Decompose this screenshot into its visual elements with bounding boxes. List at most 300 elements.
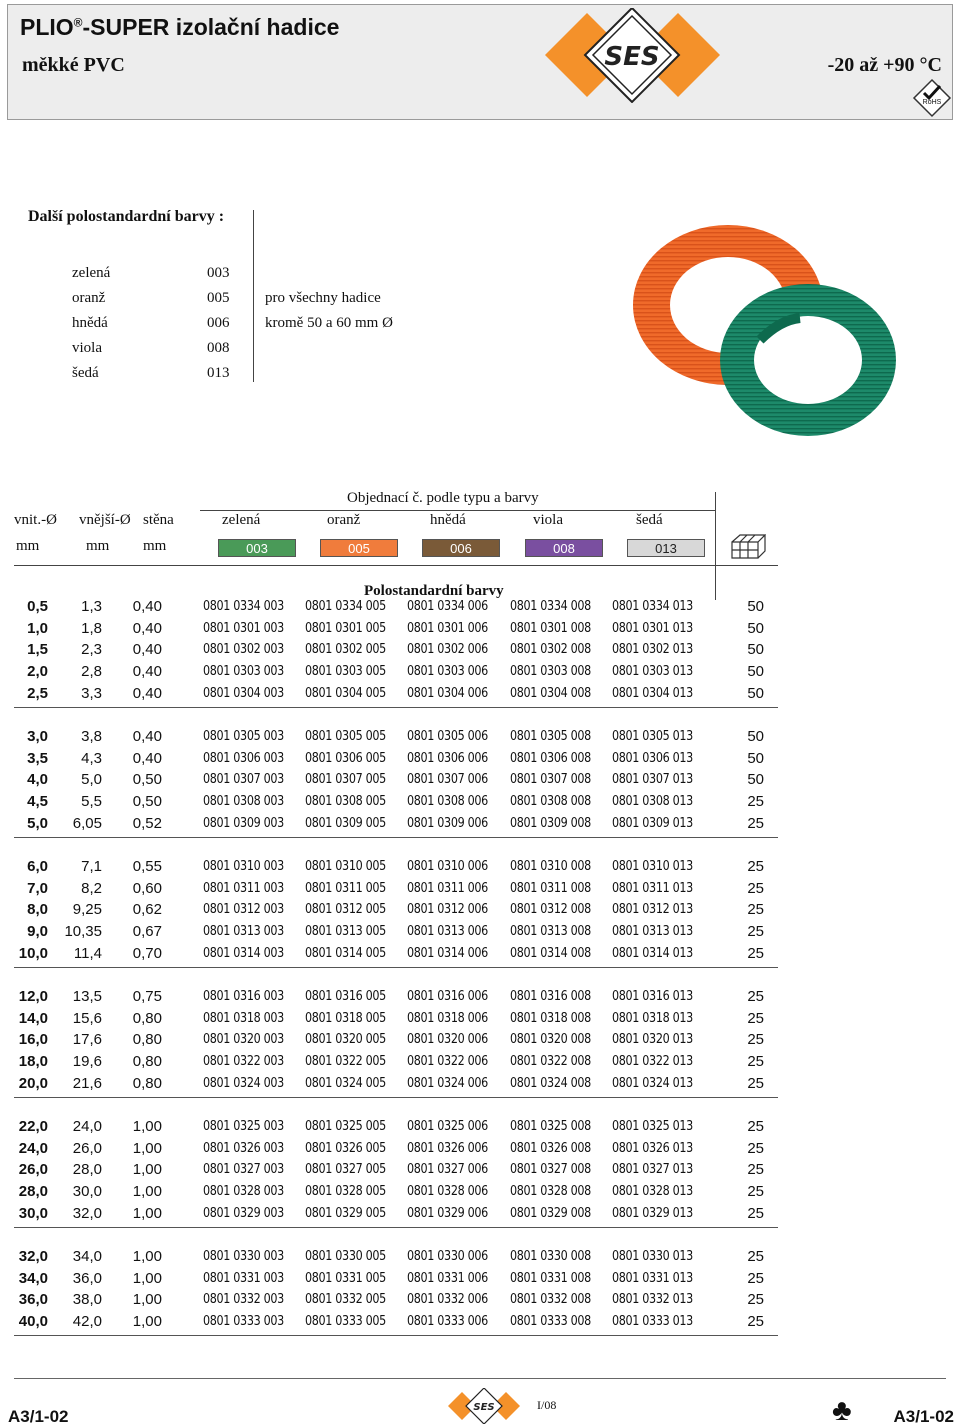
color-name: hnědá — [72, 315, 108, 331]
order-code-006: 0801 0307 006 — [407, 772, 488, 788]
outer-diameter: 8,2 — [81, 879, 102, 897]
order-code-003: 0801 0308 003 — [203, 794, 284, 810]
package-quantity: 25 — [747, 1291, 764, 1309]
inner-diameter: 34,0 — [18, 1269, 48, 1287]
inner-diameter: 1,5 — [27, 641, 48, 659]
divider — [715, 492, 716, 566]
order-code-013: 0801 0332 013 — [612, 1292, 693, 1308]
order-code-013: 0801 0306 013 — [612, 750, 693, 766]
table-row — [0, 988, 960, 1009]
table-row — [0, 945, 960, 966]
outer-diameter: 5,5 — [81, 793, 102, 811]
table-row — [0, 685, 960, 706]
divider — [14, 565, 778, 566]
order-code-006: 0801 0309 006 — [407, 815, 488, 831]
order-code-013: 0801 0333 013 — [612, 1314, 693, 1330]
color-code: 008 — [207, 340, 230, 356]
order-code-003: 0801 0305 003 — [203, 729, 284, 744]
inner-diameter: 32,0 — [18, 1248, 48, 1265]
order-code-003: 0801 0316 003 — [203, 989, 284, 1004]
order-code-003: 0801 0311 003 — [203, 880, 284, 896]
order-code-005: 0801 0329 005 — [305, 1205, 386, 1221]
order-code-013: 0801 0307 013 — [612, 772, 693, 788]
inner-diameter: 22,0 — [18, 1118, 48, 1135]
order-code-005: 0801 0322 005 — [305, 1054, 386, 1070]
color-swatch-003: 003 — [218, 539, 296, 557]
order-code-005: 0801 0306 005 — [305, 750, 386, 766]
order-code-006: 0801 0318 006 — [407, 1010, 488, 1026]
order-code-008: 0801 0333 008 — [510, 1314, 591, 1330]
wall-thickness: 1,00 — [132, 1139, 162, 1157]
order-code-006: 0801 0312 006 — [407, 902, 488, 918]
color-swatch-005: 005 — [320, 539, 398, 557]
order-code-013: 0801 0305 013 — [612, 729, 693, 744]
order-code-003: 0801 0312 003 — [203, 902, 284, 918]
table-row — [0, 1010, 960, 1031]
outer-diameter: 21,6 — [72, 1074, 102, 1092]
order-code-003: 0801 0331 003 — [203, 1270, 284, 1286]
table-row — [0, 1053, 960, 1074]
order-code-005: 0801 0326 005 — [305, 1140, 386, 1156]
order-code-006: 0801 0329 006 — [407, 1205, 488, 1221]
svg-text:SES: SES — [604, 42, 660, 72]
wall-thickness: 0,80 — [132, 1009, 162, 1027]
inner-diameter: 28,0 — [18, 1183, 48, 1201]
column-header-inner-diameter: vnit.-Ø — [14, 512, 57, 528]
order-code-006: 0801 0322 006 — [407, 1054, 488, 1070]
package-quantity: 25 — [747, 1009, 764, 1027]
order-code-008: 0801 0322 008 — [510, 1054, 591, 1070]
order-code-006: 0801 0327 006 — [407, 1162, 488, 1178]
wall-thickness: 0,80 — [132, 1031, 162, 1049]
table-row — [0, 728, 960, 749]
order-code-008: 0801 0320 008 — [510, 1032, 591, 1048]
inner-diameter: 18,0 — [18, 1053, 48, 1071]
club-icon: ♣ — [832, 1394, 852, 1427]
color-swatch-008: 008 — [525, 539, 603, 557]
table-row — [0, 880, 960, 901]
wall-thickness: 0,50 — [132, 771, 162, 789]
color-code: 003 — [207, 265, 230, 281]
order-code-003: 0801 0333 003 — [203, 1314, 284, 1330]
order-code-008: 0801 0316 008 — [510, 989, 591, 1004]
package-quantity: 25 — [747, 988, 764, 1005]
package-quantity: 25 — [747, 1248, 764, 1265]
order-code-003: 0801 0309 003 — [203, 815, 284, 831]
package-quantity: 25 — [747, 1183, 764, 1201]
order-code-013: 0801 0322 013 — [612, 1054, 693, 1070]
package-box-icon — [730, 532, 766, 560]
inner-diameter: 10,0 — [18, 944, 48, 962]
inner-diameter: 30,0 — [18, 1204, 48, 1222]
divider — [715, 566, 716, 600]
inner-diameter: 5,0 — [27, 814, 48, 832]
table-row — [0, 598, 960, 619]
order-code-008: 0801 0308 008 — [510, 794, 591, 810]
column-header-outer-diameter: vnější-Ø — [79, 512, 131, 528]
order-code-008: 0801 0302 008 — [510, 642, 591, 658]
order-code-005: 0801 0307 005 — [305, 772, 386, 788]
order-code-013: 0801 0313 013 — [612, 924, 693, 940]
inner-diameter: 24,0 — [18, 1139, 48, 1157]
order-code-013: 0801 0310 013 — [612, 859, 693, 874]
color-name: oranž — [72, 290, 106, 306]
inner-diameter: 40,0 — [18, 1313, 48, 1331]
wall-thickness: 1,00 — [132, 1291, 162, 1309]
outer-diameter: 3,3 — [81, 684, 102, 702]
order-code-008: 0801 0303 008 — [510, 664, 591, 680]
table-row — [0, 1270, 960, 1291]
wall-thickness: 1,00 — [132, 1269, 162, 1287]
order-code-005: 0801 0331 005 — [305, 1270, 386, 1286]
order-code-005: 0801 0305 005 — [305, 729, 386, 744]
wall-thickness: 0,40 — [132, 598, 162, 615]
table-row — [0, 815, 960, 836]
wall-thickness: 1,00 — [132, 1204, 162, 1222]
temperature-range: -20 až +90 °C — [827, 54, 942, 76]
order-code-006: 0801 0301 006 — [407, 620, 488, 636]
inner-diameter: 9,0 — [27, 923, 48, 941]
outer-diameter: 1,8 — [81, 619, 102, 637]
note-line: pro všechny hadice — [265, 290, 381, 306]
order-code-013: 0801 0331 013 — [612, 1270, 693, 1286]
column-header-013: šedá — [636, 512, 663, 528]
order-code-003: 0801 0334 003 — [203, 599, 284, 614]
outer-diameter: 6,05 — [72, 814, 102, 832]
inner-diameter: 2,0 — [27, 663, 48, 681]
wall-thickness: 0,50 — [132, 793, 162, 811]
order-code-013: 0801 0308 013 — [612, 794, 693, 810]
column-header-wall: stěna — [143, 512, 174, 528]
order-code-006: 0801 0314 006 — [407, 945, 488, 961]
table-row — [0, 641, 960, 662]
color-code: 006 — [207, 315, 230, 331]
color-name: šedá — [72, 365, 99, 381]
order-code-008: 0801 0306 008 — [510, 750, 591, 766]
order-code-008: 0801 0309 008 — [510, 815, 591, 831]
extra-colors-title: Další polostandardní barvy : — [28, 208, 225, 225]
order-code-005: 0801 0328 005 — [305, 1184, 386, 1200]
order-code-005: 0801 0325 005 — [305, 1119, 386, 1134]
outer-diameter: 4,3 — [81, 749, 102, 767]
inner-diameter: 0,5 — [27, 598, 48, 615]
order-code-008: 0801 0301 008 — [510, 620, 591, 636]
order-code-006: 0801 0302 006 — [407, 642, 488, 658]
order-code-013: 0801 0302 013 — [612, 642, 693, 658]
order-code-005: 0801 0313 005 — [305, 924, 386, 940]
order-code-013: 0801 0334 013 — [612, 599, 693, 614]
inner-diameter: 8,0 — [27, 901, 48, 919]
wall-thickness: 1,00 — [132, 1183, 162, 1201]
package-quantity: 50 — [747, 684, 764, 702]
order-code-013: 0801 0324 013 — [612, 1075, 693, 1091]
outer-diameter: 13,5 — [72, 988, 102, 1005]
order-code-006: 0801 0306 006 — [407, 750, 488, 766]
order-code-005: 0801 0334 005 — [305, 599, 386, 614]
package-quantity: 25 — [747, 1204, 764, 1222]
order-code-005: 0801 0332 005 — [305, 1292, 386, 1308]
wall-thickness: 0,40 — [132, 728, 162, 745]
order-code-003: 0801 0302 003 — [203, 642, 284, 658]
order-code-008: 0801 0325 008 — [510, 1119, 591, 1134]
page-title: PLIO®-SUPER izolační hadice — [20, 14, 340, 40]
order-code-008: 0801 0327 008 — [510, 1162, 591, 1178]
color-name: zelená — [72, 265, 111, 281]
table-row — [0, 793, 960, 814]
order-code-013: 0801 0316 013 — [612, 989, 693, 1004]
inner-diameter: 6,0 — [27, 858, 48, 875]
table-row — [0, 1118, 960, 1139]
order-code-006: 0801 0313 006 — [407, 924, 488, 940]
wall-thickness: 1,00 — [132, 1161, 162, 1179]
package-quantity: 25 — [747, 1313, 764, 1331]
svg-text:RoHS: RoHS — [922, 99, 942, 106]
order-numbers-heading: Objednací č. podle typu a barvy — [347, 490, 539, 506]
order-code-006: 0801 0332 006 — [407, 1292, 488, 1308]
order-code-006: 0801 0310 006 — [407, 859, 488, 874]
package-quantity: 25 — [747, 1053, 764, 1071]
package-quantity: 50 — [747, 663, 764, 681]
inner-diameter: 14,0 — [18, 1009, 48, 1027]
order-code-005: 0801 0324 005 — [305, 1075, 386, 1091]
package-quantity: 25 — [747, 1118, 764, 1135]
table-row — [0, 1140, 960, 1161]
table-row — [0, 1161, 960, 1182]
table-row — [0, 663, 960, 684]
order-code-013: 0801 0320 013 — [612, 1032, 693, 1048]
order-code-006: 0801 0331 006 — [407, 1270, 488, 1286]
order-code-006: 0801 0305 006 — [407, 729, 488, 744]
wall-thickness: 0,40 — [132, 663, 162, 681]
wall-thickness: 0,40 — [132, 641, 162, 659]
order-code-006: 0801 0320 006 — [407, 1032, 488, 1048]
order-code-008: 0801 0332 008 — [510, 1292, 591, 1308]
ses-logo-small — [448, 1388, 520, 1424]
outer-diameter: 34,0 — [72, 1248, 102, 1265]
wall-thickness: 1,00 — [132, 1313, 162, 1331]
column-header-008: viola — [533, 512, 563, 528]
order-code-008: 0801 0329 008 — [510, 1205, 591, 1221]
divider — [253, 210, 254, 382]
package-quantity: 25 — [747, 1161, 764, 1179]
table-row — [0, 771, 960, 792]
package-quantity: 25 — [747, 1269, 764, 1287]
page-subtitle: měkké PVC — [22, 54, 125, 76]
order-code-005: 0801 0312 005 — [305, 902, 386, 918]
order-code-013: 0801 0327 013 — [612, 1162, 693, 1178]
package-quantity: 25 — [747, 793, 764, 811]
order-code-006: 0801 0326 006 — [407, 1140, 488, 1156]
table-row — [0, 1183, 960, 1204]
order-code-003: 0801 0330 003 — [203, 1249, 284, 1264]
order-code-008: 0801 0314 008 — [510, 945, 591, 961]
order-code-008: 0801 0324 008 — [510, 1075, 591, 1091]
column-header-003: zelená — [222, 512, 261, 528]
svg-text:SES: SES — [473, 1402, 495, 1413]
inner-diameter: 36,0 — [18, 1291, 48, 1309]
wall-thickness: 1,00 — [132, 1248, 162, 1265]
inner-diameter: 3,0 — [27, 728, 48, 745]
outer-diameter: 5,0 — [81, 771, 102, 789]
unit-label: mm — [143, 538, 167, 554]
color-code: 013 — [207, 365, 230, 381]
order-code-013: 0801 0304 013 — [612, 685, 693, 701]
order-code-013: 0801 0330 013 — [612, 1249, 693, 1264]
order-code-013: 0801 0326 013 — [612, 1140, 693, 1156]
order-code-003: 0801 0310 003 — [203, 859, 284, 874]
inner-diameter: 1,0 — [27, 619, 48, 637]
order-code-003: 0801 0325 003 — [203, 1119, 284, 1134]
package-quantity: 50 — [747, 749, 764, 767]
inner-diameter: 2,5 — [27, 684, 48, 702]
table-row — [0, 1075, 960, 1096]
order-code-003: 0801 0332 003 — [203, 1292, 284, 1308]
table-row — [0, 1248, 960, 1269]
order-code-005: 0801 0304 005 — [305, 685, 386, 701]
divider — [200, 510, 715, 511]
inner-diameter: 3,5 — [27, 749, 48, 767]
wall-thickness: 0,70 — [132, 944, 162, 962]
order-code-008: 0801 0328 008 — [510, 1184, 591, 1200]
table-row — [0, 1313, 960, 1334]
order-code-003: 0801 0324 003 — [203, 1075, 284, 1091]
rohs-badge — [912, 78, 952, 118]
outer-diameter: 24,0 — [72, 1118, 102, 1135]
package-quantity: 25 — [747, 1031, 764, 1049]
package-quantity: 25 — [747, 1139, 764, 1157]
order-code-013: 0801 0311 013 — [612, 880, 693, 896]
order-code-006: 0801 0334 006 — [407, 599, 488, 614]
order-code-008: 0801 0312 008 — [510, 902, 591, 918]
order-code-005: 0801 0318 005 — [305, 1010, 386, 1026]
order-code-003: 0801 0313 003 — [203, 924, 284, 940]
group-divider — [14, 967, 778, 968]
outer-diameter: 17,6 — [72, 1031, 102, 1049]
order-code-008: 0801 0331 008 — [510, 1270, 591, 1286]
order-code-005: 0801 0310 005 — [305, 859, 386, 874]
order-code-008: 0801 0318 008 — [510, 1010, 591, 1026]
package-quantity: 25 — [747, 923, 764, 941]
outer-diameter: 2,3 — [81, 641, 102, 659]
section-title: Polostandardní barvy — [364, 583, 504, 599]
outer-diameter: 7,1 — [81, 858, 102, 875]
outer-diameter: 28,0 — [72, 1161, 102, 1179]
outer-diameter: 3,8 — [81, 728, 102, 745]
package-quantity: 25 — [747, 901, 764, 919]
outer-diameter: 42,0 — [72, 1313, 102, 1331]
ses-logo — [545, 8, 720, 103]
order-code-005: 0801 0303 005 — [305, 664, 386, 680]
divider — [14, 1378, 946, 1379]
order-code-008: 0801 0311 008 — [510, 880, 591, 896]
wall-thickness: 0,40 — [132, 684, 162, 702]
outer-diameter: 9,25 — [72, 901, 102, 919]
wall-thickness: 0,55 — [132, 858, 162, 875]
package-quantity: 50 — [747, 598, 764, 615]
order-code-008: 0801 0326 008 — [510, 1140, 591, 1156]
wall-thickness: 0,60 — [132, 879, 162, 897]
outer-diameter: 36,0 — [72, 1269, 102, 1287]
order-code-006: 0801 0303 006 — [407, 664, 488, 680]
inner-diameter: 16,0 — [18, 1031, 48, 1049]
order-code-005: 0801 0314 005 — [305, 945, 386, 961]
inner-diameter: 20,0 — [18, 1074, 48, 1092]
inner-diameter: 4,0 — [27, 771, 48, 789]
group-divider — [14, 837, 778, 838]
inner-diameter: 4,5 — [27, 793, 48, 811]
table-row — [0, 1291, 960, 1312]
order-code-005: 0801 0301 005 — [305, 620, 386, 636]
wall-thickness: 0,75 — [132, 988, 162, 1005]
wall-thickness: 0,40 — [132, 749, 162, 767]
outer-diameter: 2,8 — [81, 663, 102, 681]
table-row — [0, 923, 960, 944]
inner-diameter: 12,0 — [18, 988, 48, 1005]
package-quantity: 25 — [747, 858, 764, 875]
wall-thickness: 0,80 — [132, 1074, 162, 1092]
order-code-006: 0801 0308 006 — [407, 794, 488, 810]
order-code-006: 0801 0333 006 — [407, 1314, 488, 1330]
order-code-013: 0801 0325 013 — [612, 1119, 693, 1134]
order-code-013: 0801 0303 013 — [612, 664, 693, 680]
outer-diameter: 30,0 — [72, 1183, 102, 1201]
inner-diameter: 7,0 — [27, 879, 48, 897]
package-quantity: 50 — [747, 771, 764, 789]
package-quantity: 50 — [747, 641, 764, 659]
inner-diameter: 26,0 — [18, 1161, 48, 1179]
order-code-013: 0801 0309 013 — [612, 815, 693, 831]
outer-diameter: 19,6 — [72, 1053, 102, 1071]
order-code-006: 0801 0324 006 — [407, 1075, 488, 1091]
order-code-003: 0801 0303 003 — [203, 664, 284, 680]
order-code-005: 0801 0330 005 — [305, 1249, 386, 1264]
order-code-003: 0801 0320 003 — [203, 1032, 284, 1048]
order-code-008: 0801 0307 008 — [510, 772, 591, 788]
order-code-006: 0801 0330 006 — [407, 1249, 488, 1264]
group-divider — [14, 707, 778, 708]
catalog-code-left: A3/1-02 — [8, 1407, 69, 1426]
column-header-006: hnědá — [430, 512, 466, 528]
order-code-005: 0801 0308 005 — [305, 794, 386, 810]
outer-diameter: 1,3 — [81, 598, 102, 615]
table-row — [0, 1031, 960, 1052]
wall-thickness: 0,52 — [132, 814, 162, 832]
package-quantity: 25 — [747, 1074, 764, 1092]
order-code-005: 0801 0311 005 — [305, 880, 386, 896]
order-code-006: 0801 0311 006 — [407, 880, 488, 896]
order-code-013: 0801 0314 013 — [612, 945, 693, 961]
catalog-code-right: A3/1-02 — [893, 1407, 954, 1426]
order-code-005: 0801 0327 005 — [305, 1162, 386, 1178]
note-line: kromě 50 a 60 mm Ø — [265, 315, 393, 331]
order-code-008: 0801 0330 008 — [510, 1249, 591, 1264]
order-code-013: 0801 0329 013 — [612, 1205, 693, 1221]
order-code-008: 0801 0310 008 — [510, 859, 591, 874]
package-quantity: 50 — [747, 728, 764, 745]
column-header-005: oranž — [327, 512, 361, 528]
order-code-013: 0801 0301 013 — [612, 620, 693, 636]
order-code-008: 0801 0304 008 — [510, 685, 591, 701]
outer-diameter: 38,0 — [72, 1291, 102, 1309]
wall-thickness: 0,40 — [132, 619, 162, 637]
table-row — [0, 1205, 960, 1226]
order-code-003: 0801 0318 003 — [203, 1010, 284, 1026]
hose-coils-image — [630, 220, 900, 440]
package-quantity: 50 — [747, 619, 764, 637]
table-row — [0, 858, 960, 879]
outer-diameter: 15,6 — [72, 1009, 102, 1027]
order-code-003: 0801 0327 003 — [203, 1162, 284, 1178]
